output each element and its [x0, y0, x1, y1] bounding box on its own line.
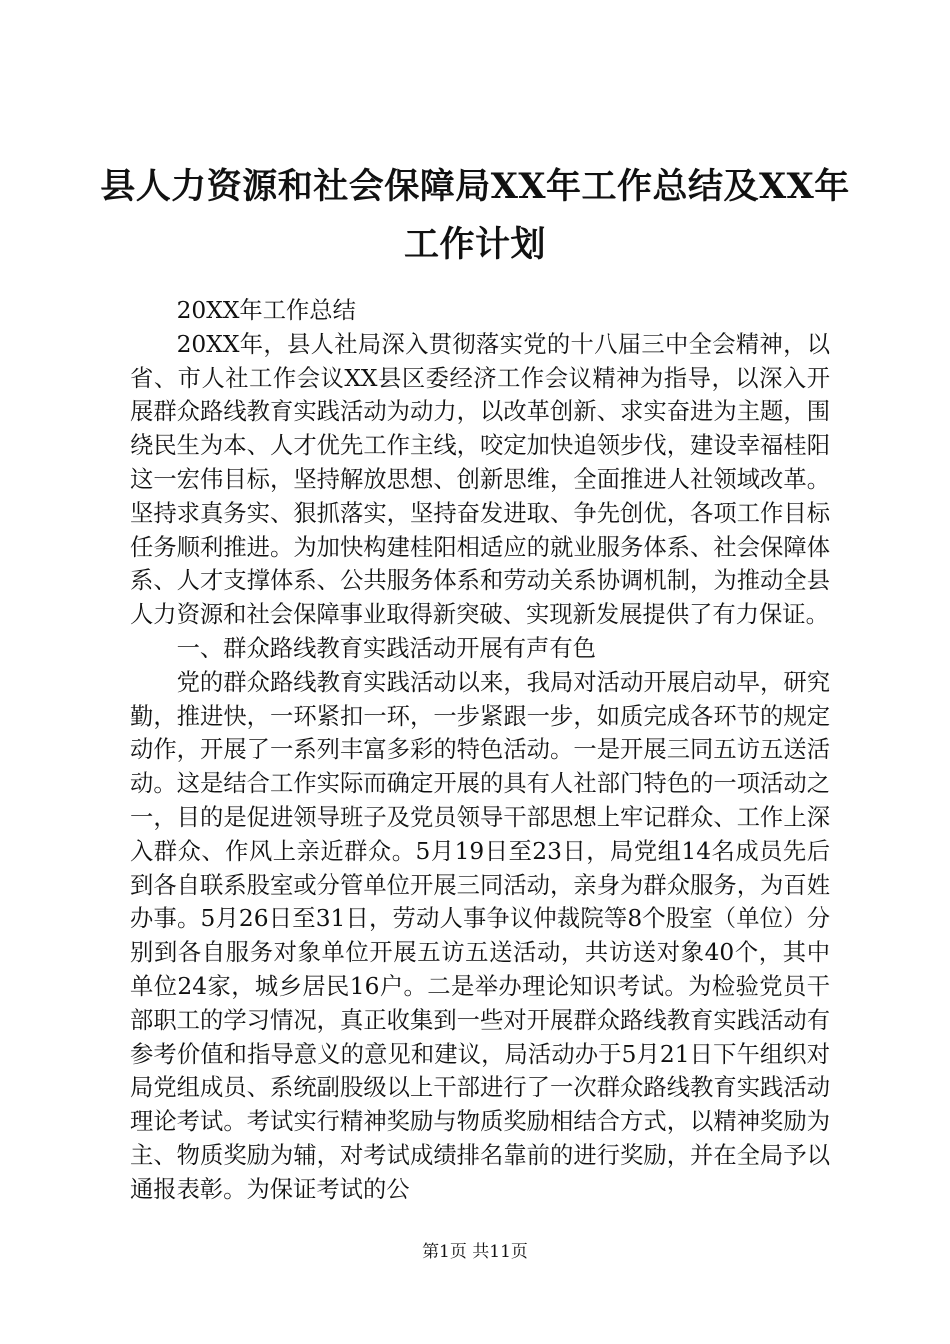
document-body	[130, 294, 830, 1207]
section-heading-1: 一、群众路线教育实践活动开展有声有色	[176, 634, 596, 662]
section-heading-summary: 20XX年工作总结	[176, 297, 356, 324]
document-title: 县人力资源和社会保障局XX年工作总结及XX年工作计划	[100, 166, 850, 265]
page-number-footer: 第1页 共11页	[422, 1242, 528, 1262]
paragraph-overview: 20XX年，县人社局深入贯彻落实党的十八届三中全会精神，以省、市人社工作会议XX县区委经济工作会议精神为指导，以深入开展群众路线教育实践活动为动力，以改革创新、求实奋进为主题，围绕民生为本、人才优先工作主线，咬定加快追领步伐，建设幸福桂阳这一宏伟目标，坚持解放思想、创新思维，全面推进人社领域改革。坚持求真务实、狠抓落实，坚持奋发进取、争先创优，各项工作目标任务顺利推进。为加快构建桂阳相适应的就业服务体系、社会保障体系、人才支撑体系、公共服务体系和劳动关系协调机制，为推动全县人力资源和社会保障事业取得新突破、实现新发展提供了有力保证。	[130, 330, 830, 629]
paragraph-activities: 党的群众路线教育实践活动以来，我局对活动开展启动早，研究勤，推进快，一环紧扣一环，一步紧跟一步，如质完成各环节的规定动作，开展了一系列丰富多彩的特色活动。一是开展三同五访五送活动。这是结合工作实际而确定开展的具有人社部门特色的一项活动之一，目的是促进领导班子及党员领导干部思想上牢记群众、工作上深入群众、作风上亲近群众。5月19日至23日，局党组14名成员先后到各自联系股室或分管单位开展三同活动，亲身为群众服务，为百姓办事。5月26日至31日，劳动人事争议仲裁院等8个股室（单位）分别到各自服务对象单位开展五访五送活动，共访送对象40个，其中单位24家，城乡居民16户。二是举办理论知识考试。为检验党员干部职工的学习情况，真正收集到一些对开展群众路线教育实践活动有参考价值和指导意义的意见和建议，局活动办于5月21日下午组织对局党组成员、系统副股级以上干部进行了一次群众路线教育实践活动理论考试。考试实行精神奖励与物质奖励相结合方式，以精神奖励为主、物质奖励为辅，对考试成绩排名靠前的进行奖励，并在全局予以通报表彰。为保证考试的公	[130, 668, 830, 1203]
